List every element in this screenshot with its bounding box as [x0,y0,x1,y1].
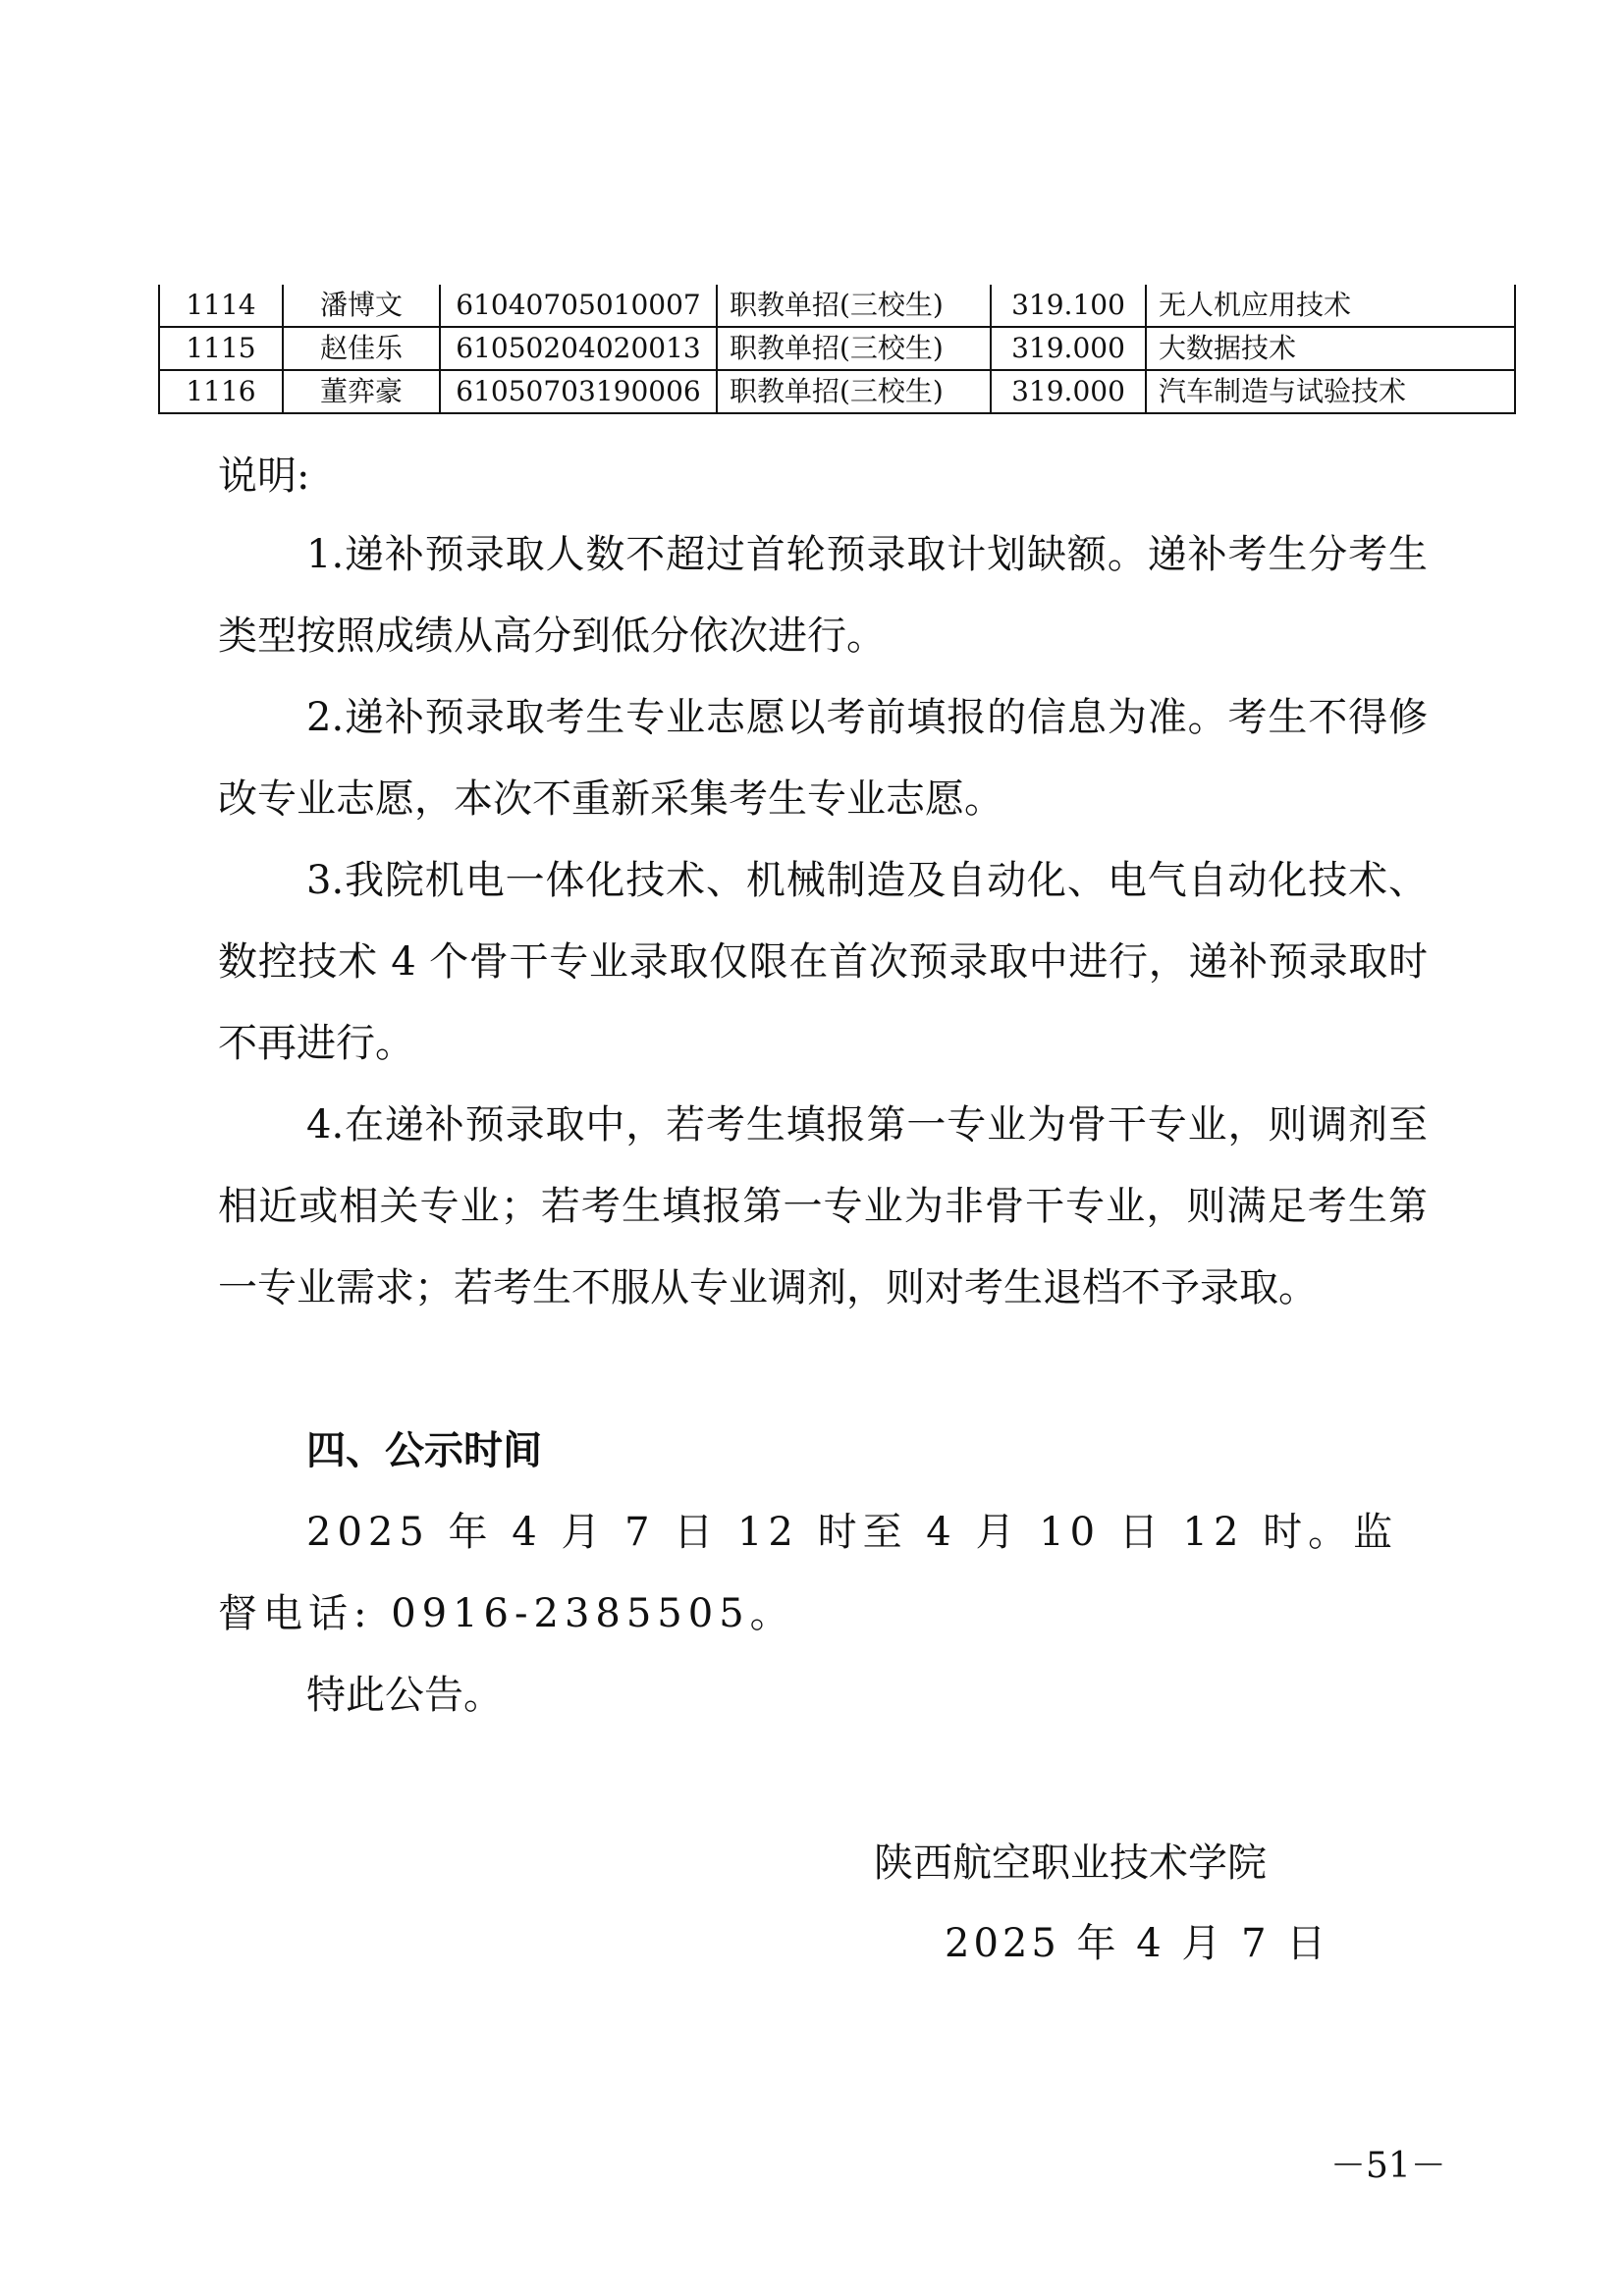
table-row [159,285,1515,327]
cell-score: 319.000 [991,370,1146,413]
cell-exam-id: 61050204020013 [440,327,717,370]
note-item-2: 2.递补预录取考生专业志愿以考前填报的信息为准。考生不得修改专业志愿，本次不重新采集考生专业志愿。 [218,695,1428,822]
cell-major: 大数据技术 [1146,327,1515,370]
closing-text: 特此公告。 [306,1673,503,1718]
cell-score: 319.100 [991,285,1146,327]
note-item-4: 4.在递补预录取中，若考生填报第一专业为骨干专业，则调剂至相近或相关专业；若考生填报第一专业为非骨干专业，则满足考生第一专业需求；若考生不服从专业调剂，则对考生退档不予录取。 [218,1102,1428,1310]
notes-label: 说明: [218,454,310,499]
signature-date: 2025 年 4 月 7 日 [945,1921,1330,1966]
table-row [159,370,1515,413]
page-number: －51－ [1330,2146,1446,2186]
publicity-time-text: 2025 年 4 月 7 日 12 时至 4 月 10 日 12 时。监督电话: 0916-2385505。 [218,1510,1399,1636]
section-heading-publicity-time: 四、公示时间 [306,1428,542,1473]
results-table [158,285,1516,414]
cell-score: 319.000 [991,327,1146,370]
cell-type: 职教单招(三校生) [717,327,991,370]
cell-no: 1116 [159,370,283,413]
note-item-1: 1.递补预录取人数不超过首轮预录取计划缺额。递补考生分考生类型按照成绩从高分到低分依次进行。 [218,532,1428,659]
cell-exam-id: 61050703190006 [440,370,717,413]
cell-type: 职教单招(三校生) [717,370,991,413]
cell-no: 1114 [159,285,283,327]
note-item-3: 3.我院机电一体化技术、机械制造及自动化、电气自动化技术、数控技术 4 个骨干专业录取仅限在首次预录取中进行，递补预录取时不再进行。 [218,858,1428,1066]
cell-exam-id: 61040705010007 [440,285,717,327]
cell-name: 董弈豪 [283,370,440,413]
cell-name: 潘博文 [283,285,440,327]
signature-org: 陕西航空职业技术学院 [874,1841,1267,1886]
table-body [159,285,1515,413]
cell-name: 赵佳乐 [283,327,440,370]
cell-no: 1115 [159,327,283,370]
table-row [159,327,1515,370]
cell-major: 无人机应用技术 [1146,285,1515,327]
cell-type: 职教单招(三校生) [717,285,991,327]
cell-major: 汽车制造与试验技术 [1146,370,1515,413]
